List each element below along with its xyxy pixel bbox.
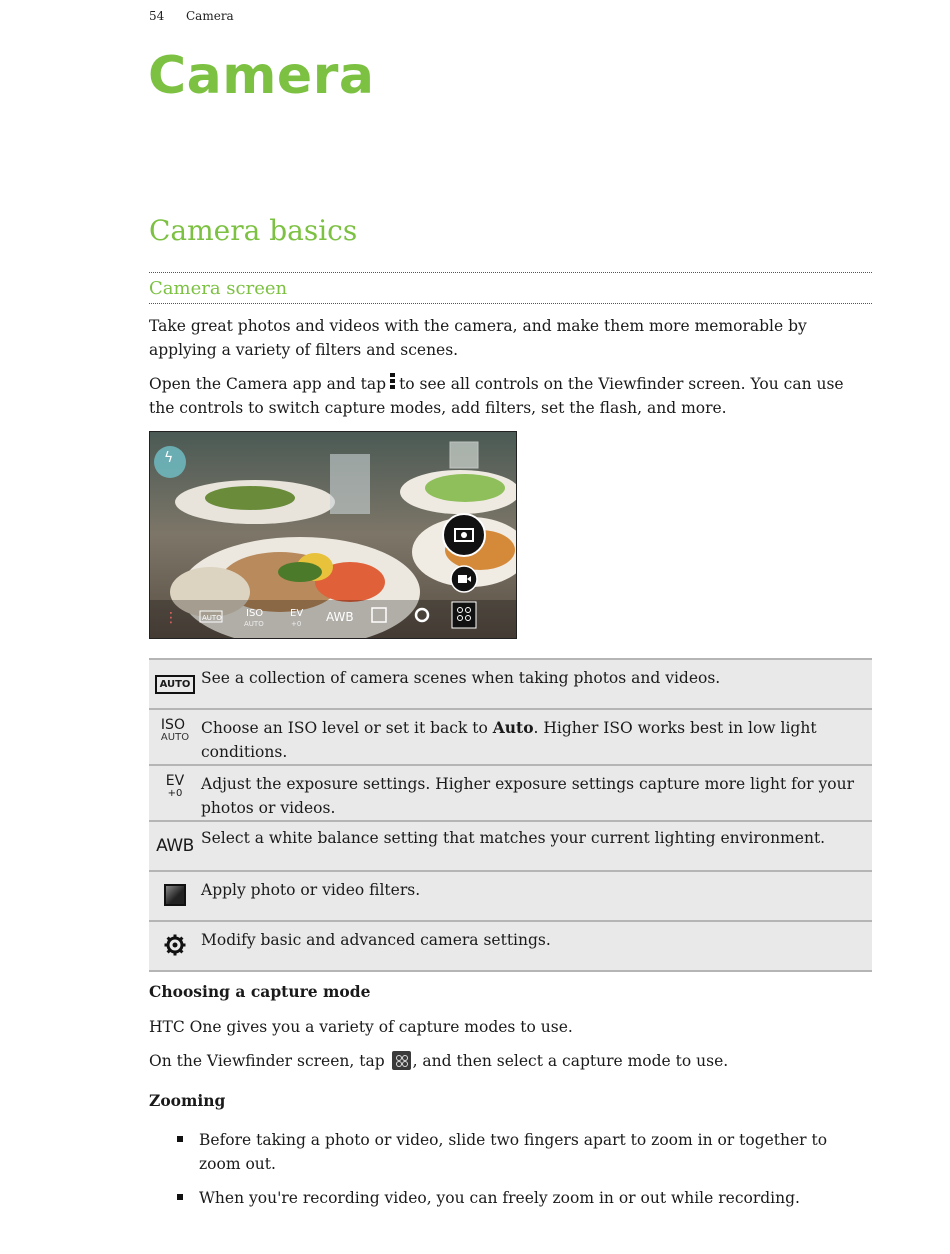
svg-text:ϟ: ϟ	[164, 450, 174, 466]
vf-iso-sub: AUTO	[244, 620, 264, 628]
feature-description: See a collection of camera scenes when taking photos and videos.	[201, 659, 872, 709]
zooming-heading: Zooming	[149, 1091, 226, 1110]
iso-icon: ISO AUTO	[160, 717, 190, 743]
controls-paragraph	[149, 372, 849, 420]
subsection-title: Camera screen	[149, 278, 288, 299]
controls-text-before: Open the Camera app and tap	[149, 375, 387, 393]
feature-description: Modify basic and advanced camera settings.	[201, 921, 872, 971]
list-item: When you're recording video, you can freely zoom in or out while recording.	[149, 1186, 869, 1210]
feature-description: Apply photo or video filters.	[201, 871, 872, 921]
vf-iso-label: ISO	[246, 608, 264, 619]
running-title: Camera	[186, 9, 234, 23]
filter-icon	[164, 884, 186, 906]
feature-description: Adjust the exposure settings. Higher exposure settings capture more light for your photos or videos.	[201, 765, 872, 821]
controls-text-after: to see all controls on the Viewfinder screen. You can use the controls to switch capture modes, add filters, set the flash, and more.	[149, 375, 844, 417]
table-row	[149, 921, 872, 971]
running-header	[149, 9, 234, 23]
chapter-title: Camera	[148, 46, 375, 106]
vf-auto-label: AUTO	[202, 614, 222, 622]
intro-paragraph: Take great photos and videos with the camera, and make them more memorable by applying a variety of filters and scenes.	[149, 317, 807, 359]
table-row	[149, 659, 872, 709]
scene-auto-icon: AUTO	[155, 675, 196, 694]
section-title: Camera basics	[149, 214, 358, 247]
page-number: 54	[149, 9, 165, 23]
list-item: Before taking a photo or video, slide two fingers apart to zoom in or together to zoom out.	[149, 1128, 869, 1176]
settings-gear-icon	[164, 934, 186, 956]
feature-description: Select a white balance setting that matches your current lighting environment.	[201, 821, 872, 871]
camera-controls-table	[149, 658, 872, 972]
capture-mode-heading: Choosing a capture mode	[149, 982, 371, 1001]
feature-description: Choose an ISO level or set it back to Auto. Higher ISO works best in low light conditions.	[201, 709, 872, 765]
capture-mode-paragraph: HTC One gives you a variety of capture modes to use.	[149, 1018, 573, 1036]
exposure-icon: EV +0	[165, 773, 185, 799]
viewfinder-image	[150, 432, 516, 638]
svg-text:⋮: ⋮	[164, 610, 178, 626]
viewfinder-screenshot	[149, 431, 517, 639]
more-menu-icon	[390, 373, 395, 391]
vf-ev-sub: +0	[291, 620, 302, 628]
table-row	[149, 821, 872, 871]
table-row	[149, 871, 872, 921]
table-row	[149, 709, 872, 765]
capture-mode-icon	[392, 1051, 411, 1070]
table-row	[149, 765, 872, 821]
vf-awb-label: AWB	[326, 610, 354, 624]
vf-ev-label: EV	[290, 608, 304, 619]
white-balance-icon: AWB	[156, 836, 194, 856]
zooming-list	[149, 1128, 869, 1220]
subsection-header	[149, 272, 872, 304]
capture-mode-instruction: On the Viewfinder screen, tap , and then select a capture mode to use.	[149, 1052, 729, 1070]
